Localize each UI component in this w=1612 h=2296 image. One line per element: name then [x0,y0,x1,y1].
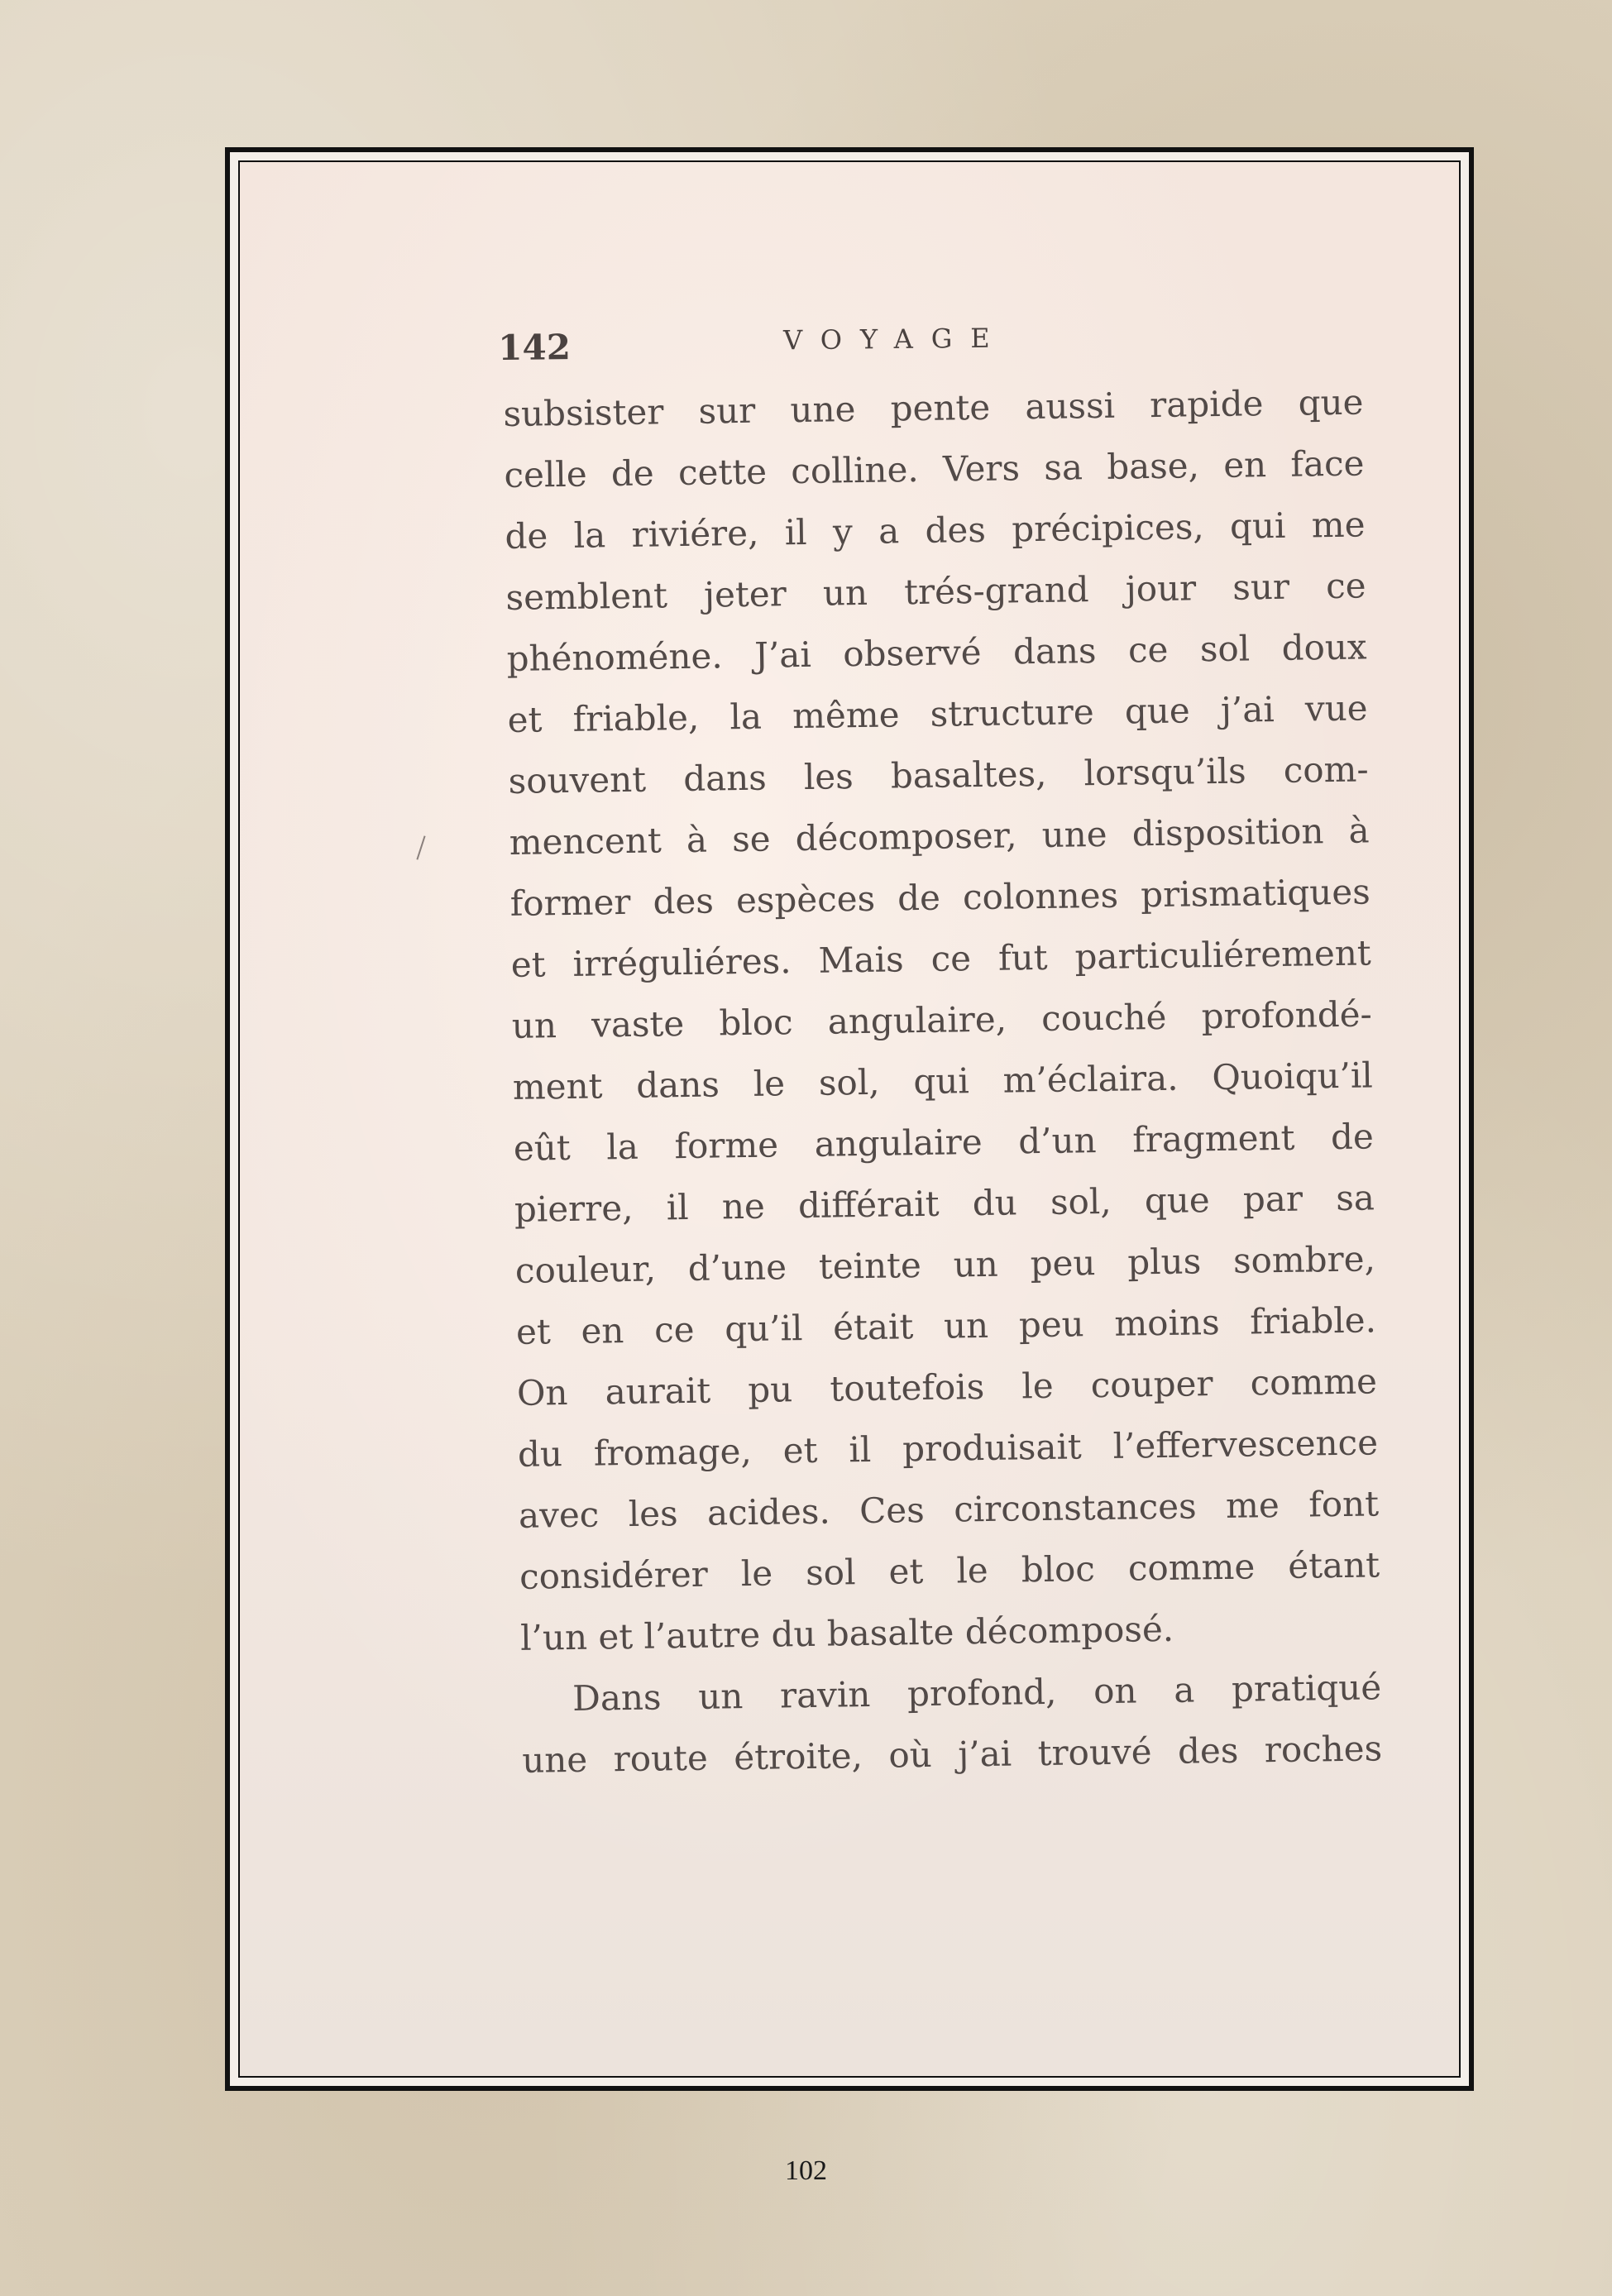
text-line: du fromage, et il produisait l’effervescence [517,1422,1379,1475]
text-line: semblent jeter un trés-grand jour sur ce [505,565,1366,618]
footer-page-number: 102 [785,2155,827,2186]
original-page-number: 142 [498,327,572,368]
book-page [240,162,1459,2076]
text-line: un vaste bloc angulaire, couché profondé- [511,993,1373,1046]
text-line: et friable, la même structure que j’ai vue [507,687,1368,740]
running-title: VOYAGE [782,322,1008,356]
text-line: une route étroite, où j’ai trouvé des roches [521,1728,1383,1781]
text-line: de la riviére, il y a des précipices, qui me [505,504,1366,557]
body-text [503,371,1383,1791]
scan-frame [225,147,1474,2091]
scanned-page [238,160,1461,2078]
text-line: considérer le sol et le bloc comme étant [519,1544,1380,1597]
running-head [498,318,1333,368]
text-line: couleur, d’une teinte un peu plus sombre, [514,1238,1376,1291]
text-line: et en ce qu’il était un peu moins friable. [515,1299,1377,1352]
text-line: former des espèces de colonnes prismatiques [509,871,1371,924]
text-line: mencent à se décomposer, une disposition à [509,810,1370,863]
text-line: subsister sur une pente aussi rapide que [503,381,1364,434]
text-line: pierre, il ne différait du sol, que par sa [514,1177,1375,1230]
text-line: l’un et l’autre du basalte décomposé. [519,1608,1174,1658]
text-line: eût la forme angulaire d’un fragment de [513,1116,1375,1169]
text-line: avec les acides. Ces circonstances me font [518,1483,1380,1536]
text-line: On aurait pu toutefois le couper comme [516,1361,1378,1413]
text-line: celle de cette colline. Vers sa base, en face [504,442,1365,495]
text-line: ment dans le sol, qui m’éclaira. Quoiqu’il [512,1055,1374,1107]
text-line: souvent dans les basaltes, lorsqu’ils com- [508,749,1369,801]
text-line: phénoméne. J’ai observé dans ce sol doux [506,626,1367,679]
text-line: Dans un ravin profond, on a pratiqué [572,1667,1382,1719]
text-line: et irréguliéres. Mais ce fut particuliérement [510,932,1372,985]
